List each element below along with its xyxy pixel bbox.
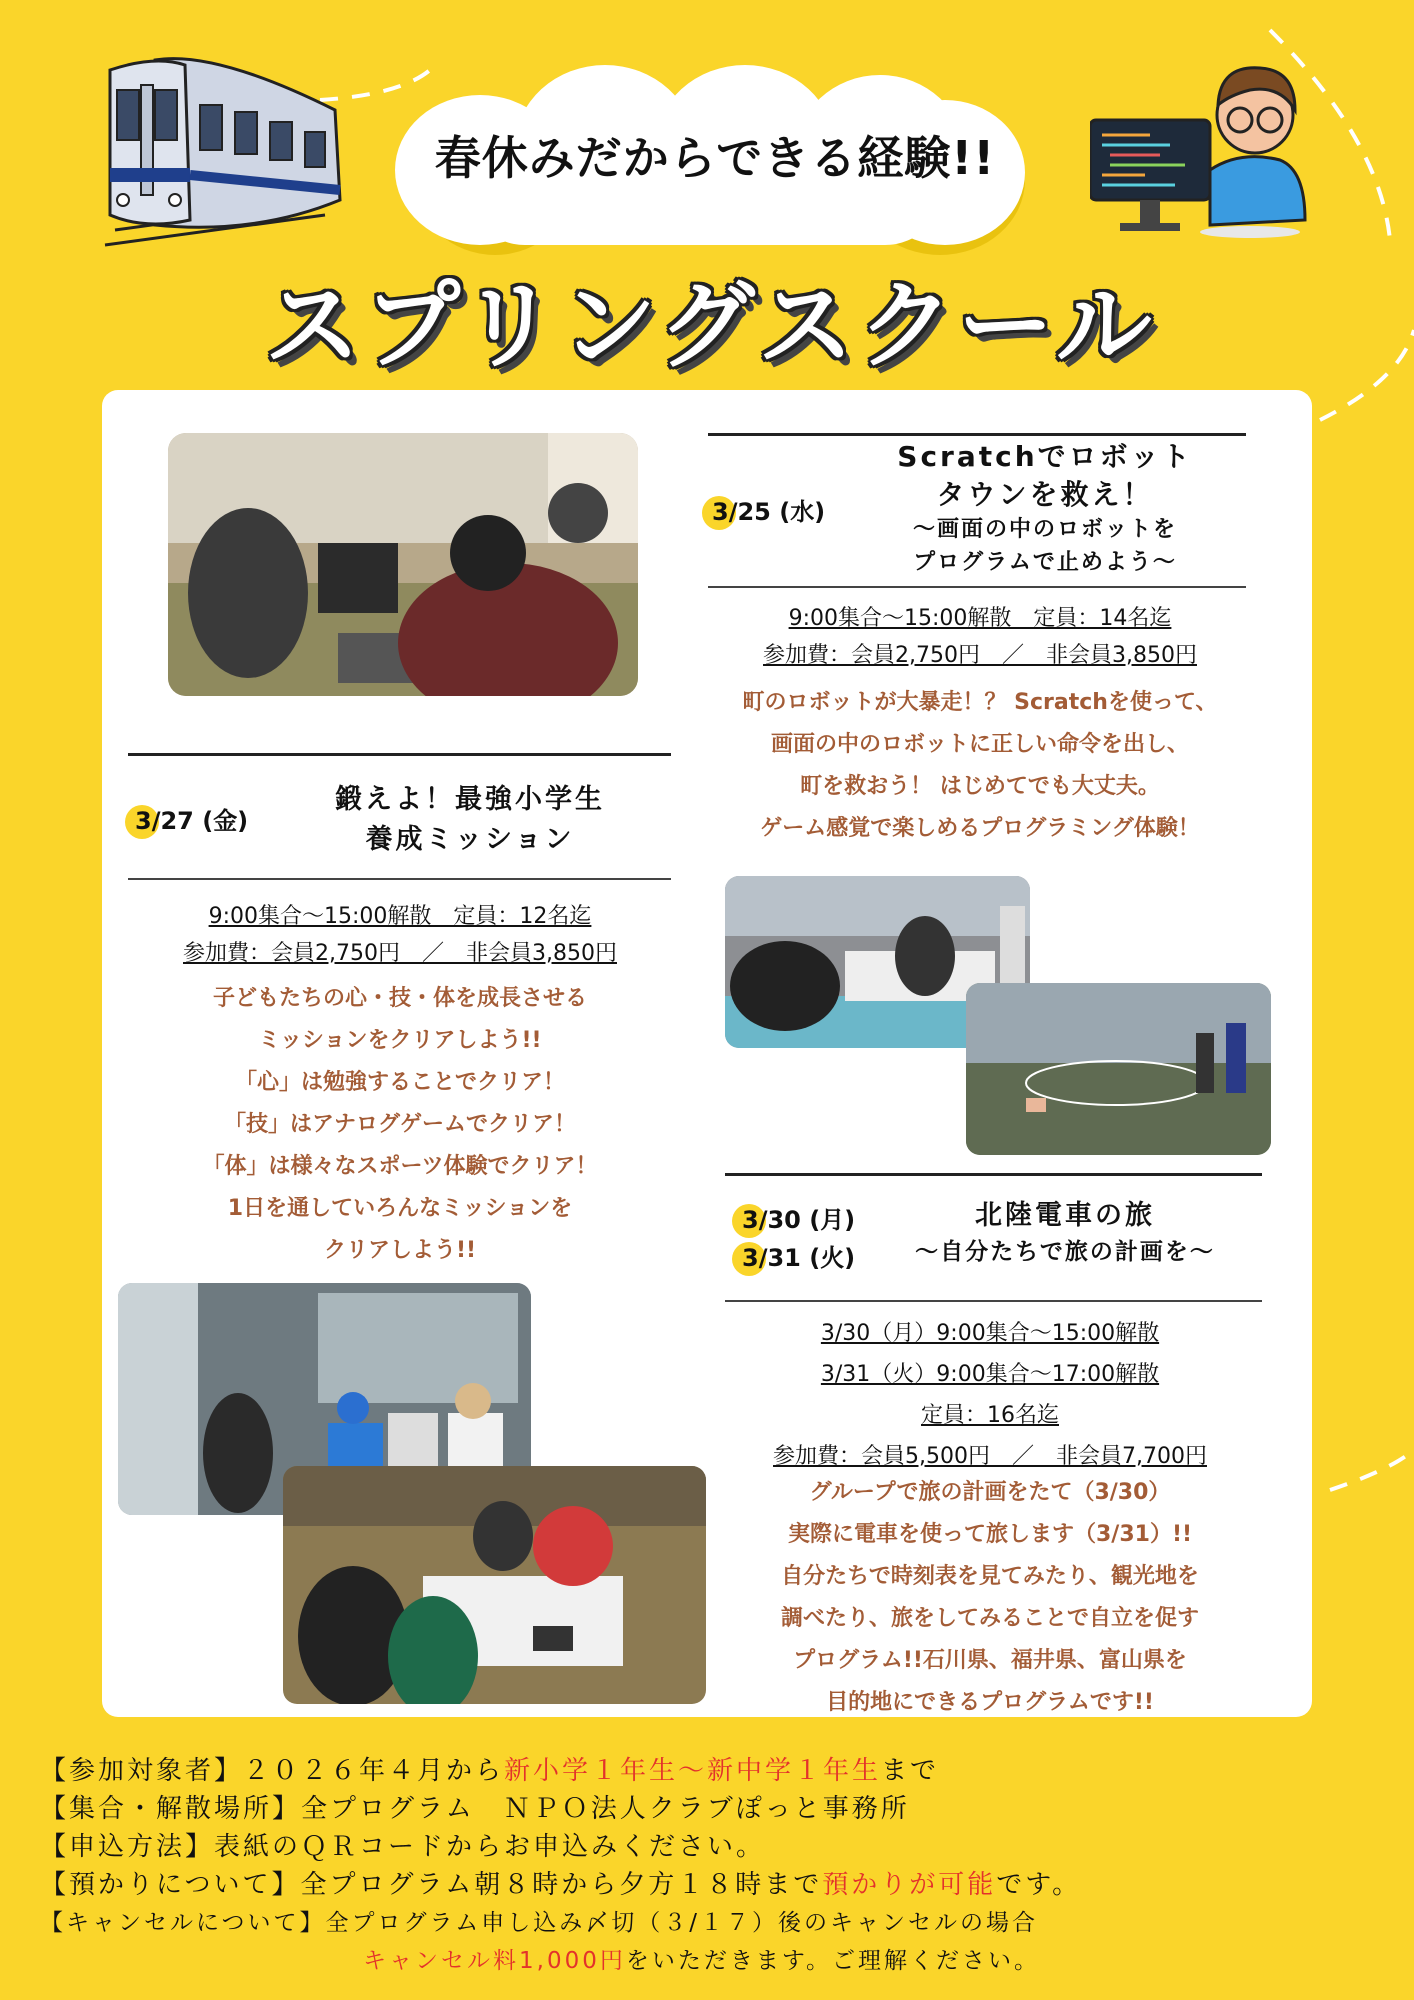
program1-date: 3/25 (水) (712, 492, 825, 530)
program3-description: グループで旅の計画をたて（3/30） 実際に電車を使って旅します（3/31）!! 自分たちで時刻表を見てみたり、観光地を 調べたり、旅をしてみることで自立を促す プログラム!!石川県、福井県、富山県を 目的地にできるプログラムです!! (780, 1480, 1199, 1715)
page-title: スプリングスクール (264, 270, 1156, 382)
program2-description: 子どもたちの心・技・体を成長させる ミッションをクリアしよう!! 「心」は勉強することでクリア！ 「技」はアナログゲームでクリア！ 「体」は様々なスポーツ体験でクリア！ 1日を通していろんなミッションを クリアしよう!! (202, 986, 598, 1263)
photo-programming-class (168, 433, 638, 696)
program1-title: Scratchでロボット タウンを救え！ (897, 440, 1193, 511)
photo-trip-planning (283, 1466, 706, 1704)
program2-date: 3/27 (金) (135, 801, 248, 839)
program2-title: 鍛えよ！最強小学生 養成ミッション (335, 784, 605, 855)
footer-cancel-fee: キャンセル料1,000円をいただきます。ご理解ください。 (363, 1948, 1041, 1974)
boy-programmer-illustration (1090, 40, 1310, 240)
headline: 春休みだからできる経験!! (434, 131, 996, 185)
photo-sports-gym (966, 983, 1271, 1155)
program3-date2: 3/31 (火) (742, 1238, 855, 1276)
program2-info: 9:00集合～15:00解散 定員：12名迄 参加費：会員2,750円 ／ 非会員3,850円 (183, 904, 617, 966)
program3-title: 北陸電車の旅 ～自分たちで旅の計画を～ (915, 1200, 1215, 1265)
program1-description: 町のロボットが大暴走！？ Scratchを使って、 画面の中のロボットに正しい命令を出し、 町を救おう！ はじめてでも大丈夫。 ゲーム感覚で楽しめるプログラミング体験！ (742, 690, 1218, 841)
footer-notes (40, 1752, 1410, 1980)
program1-subtitle: ～画面の中のロボットを プログラムで止めよう～ (912, 517, 1177, 575)
program3-date1: 3/30 (月) (742, 1200, 855, 1238)
footer-target: 【参加対象者】２０２６年４月から新小学１年生～新中学１年生まで (40, 1756, 940, 1786)
program1-info: 9:00集合～15:00解散 定員：14名迄 参加費：会員2,750円 ／ 非会員3,850円 (763, 606, 1197, 668)
program3-info: 3/30（月）9:00集合～15:00解散 3/31（火）9:00集合～17:00解散 定員：16名迄 参加費：会員5,500円 ／ 非会員7,700円 (773, 1321, 1207, 1469)
footer-cancel: 【キャンセルについて】全プログラム申し込み〆切（３/１７）後のキャンセルの場合 (40, 1910, 1039, 1936)
train-illustration (95, 50, 355, 250)
footer-place: 【集合・解散場所】全プログラム ＮＰＯ法人クラブぽっと事務所 (40, 1794, 910, 1824)
footer-apply: 【申込方法】表紙のＱＲコードからお申込みください。 (40, 1832, 766, 1862)
footer-childcare: 【預かりについて】全プログラム朝８時から夕方１８時まで預かりが可能です。 (40, 1870, 1082, 1900)
